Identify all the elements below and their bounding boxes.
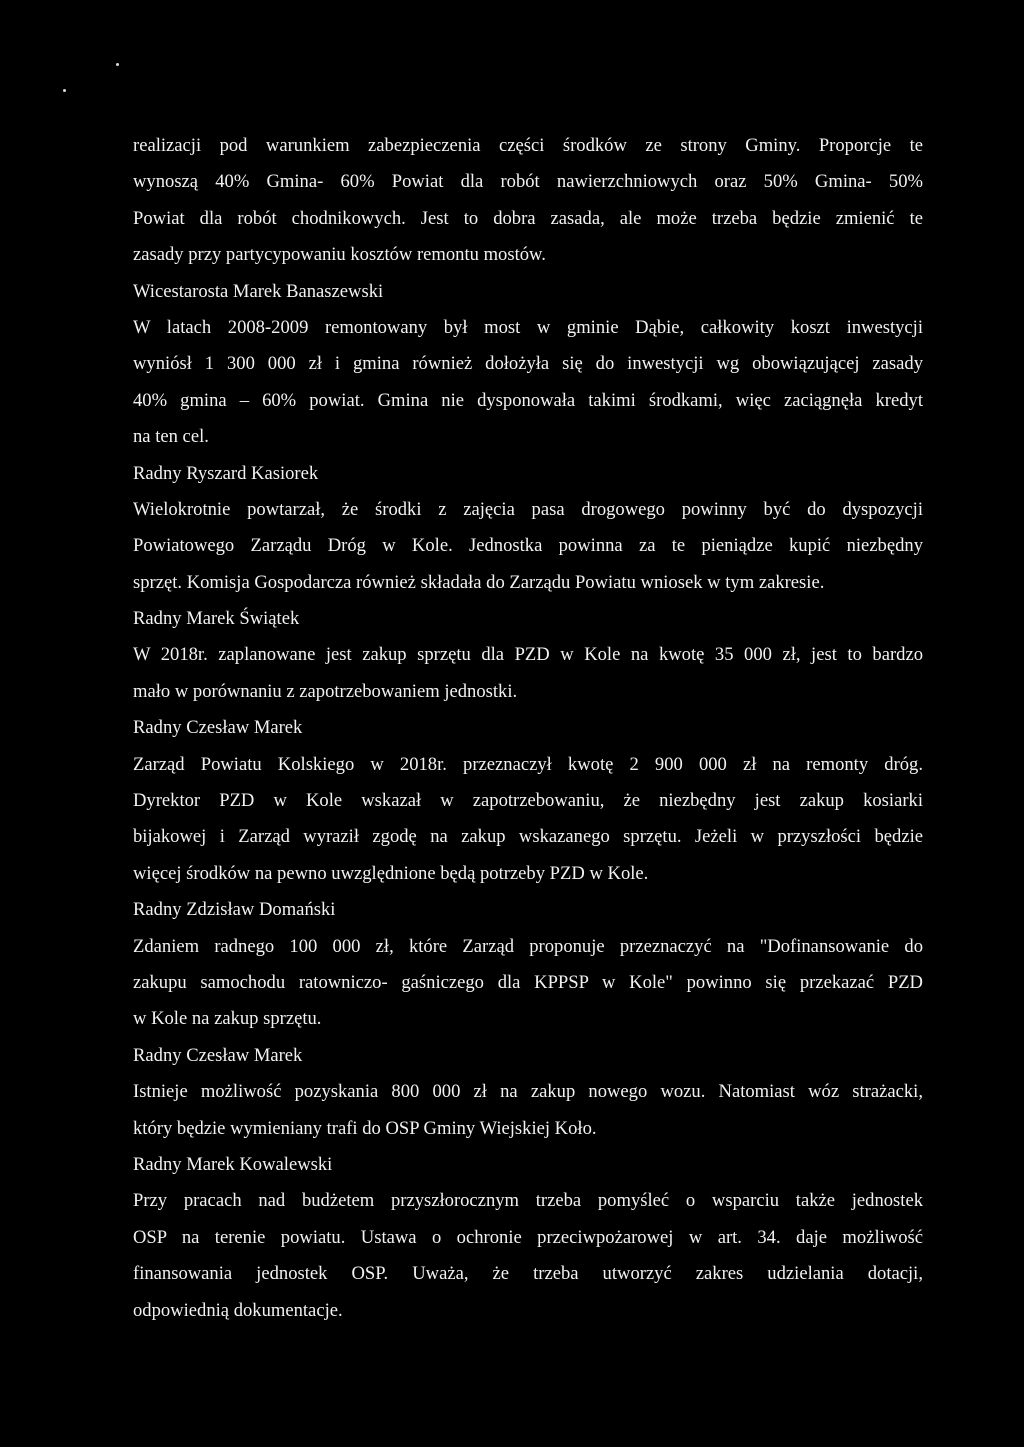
document-text-line: Wicestarosta Marek Banaszewski bbox=[133, 280, 384, 302]
document-text-line: W latach 2008-2009 remontowany był most w gminie Dąbie, całkowity koszt inwestycji bbox=[133, 316, 923, 338]
document-text-line: Zdaniem radnego 100 000 zł, które Zarząd proponuje przeznaczyć na "Dofinansowanie do bbox=[133, 935, 923, 957]
document-text-line: finansowania jednostek OSP. Uważa, że trzeba utworzyć zakres udzielania dotacji, bbox=[133, 1263, 923, 1285]
document-text-line: Dyrektor PZD w Kole wskazał w zapotrzebowaniu, że niezbędny jest zakup kosiarki bbox=[133, 790, 923, 812]
document-text-line: Radny Marek Świątek bbox=[133, 608, 300, 630]
document-text-line: Powiat dla robót chodnikowych. Jest to dobra zasada, ale może trzeba będzie zmienić te bbox=[133, 207, 923, 229]
document-text-line: 40% gmina – 60% powiat. Gmina nie dysponowała takimi środkami, więc zaciągnęła kredyt bbox=[133, 389, 923, 411]
document-text-line: wynoszą 40% Gmina- 60% Powiat dla robót nawierzchniowych oraz 50% Gmina- 50% bbox=[133, 171, 923, 193]
document-text-line: więcej środków na pewno uwzględnione będą potrzeby PZD w Kole. bbox=[133, 862, 649, 884]
scan-speck bbox=[63, 89, 66, 92]
document-text-line: wyniósł 1 300 000 zł i gmina również dołożyła się do inwestycji wg obowiązującej zasady bbox=[133, 353, 923, 375]
document-text-line: Radny Czesław Marek bbox=[133, 717, 303, 739]
scan-speck bbox=[116, 63, 119, 66]
document-text-line: Radny Marek Kowalewski bbox=[133, 1153, 333, 1175]
document-text-line: odpowiednią dokumentacje. bbox=[133, 1299, 343, 1321]
document-text-line: Zarząd Powiatu Kolskiego w 2018r. przeznaczył kwotę 2 900 000 zł na remonty dróg. bbox=[133, 753, 923, 775]
document-text-line: Przy pracach nad budżetem przyszłorocznym trzeba pomyśleć o wsparciu także jednostek bbox=[133, 1190, 923, 1212]
document-text-line: Wielokrotnie powtarzał, że środki z zajęcia pasa drogowego powinny być do dyspozycji bbox=[133, 498, 923, 520]
document-text-line: mało w porównaniu z zapotrzebowaniem jednostki. bbox=[133, 680, 518, 702]
document-text-line: który będzie wymieniany trafi do OSP Gminy Wiejskiej Koło. bbox=[133, 1117, 597, 1139]
document-page bbox=[133, 128, 923, 1329]
document-text-line: W 2018r. zaplanowane jest zakup sprzętu dla PZD w Kole na kwotę 35 000 zł, jest to bardzo bbox=[133, 644, 923, 666]
document-text-line: realizacji pod warunkiem zabezpieczenia części środków ze strony Gminy. Proporcje te bbox=[133, 135, 923, 156]
document-text-line: zakupu samochodu ratowniczo- gaśniczego dla KPPSP w Kole" powinno się przekazać PZD bbox=[133, 971, 923, 993]
document-text-line: Radny Zdzisław Domański bbox=[133, 899, 336, 921]
document-text-line: OSP na terenie powiatu. Ustawa o ochronie przeciwpożarowej w art. 34. daje możliwość bbox=[133, 1226, 923, 1248]
document-text-line: Powiatowego Zarządu Dróg w Kole. Jednostka powinna za te pieniądze kupić niezbędny bbox=[133, 535, 923, 557]
document-text-line: zasady przy partycypowaniu kosztów remontu mostów. bbox=[133, 244, 546, 266]
document-text-line: Radny Czesław Marek bbox=[133, 1044, 303, 1066]
document-text-line: w Kole na zakup sprzętu. bbox=[133, 1008, 322, 1030]
document-text-line: sprzęt. Komisja Gospodarcza również składała do Zarządu Powiatu wniosek w tym zakresie. bbox=[133, 571, 825, 593]
document-text-line: Radny Ryszard Kasiorek bbox=[133, 462, 319, 484]
document-text-line: bijakowej i Zarząd wyraził zgodę na zakup wskazanego sprzętu. Jeżeli w przyszłości będzie bbox=[133, 826, 923, 848]
document-text-line: Istnieje możliwość pozyskania 800 000 zł na zakup nowego wozu. Natomiast wóz strażacki, bbox=[133, 1081, 923, 1103]
document-text-line: na ten cel. bbox=[133, 426, 209, 448]
